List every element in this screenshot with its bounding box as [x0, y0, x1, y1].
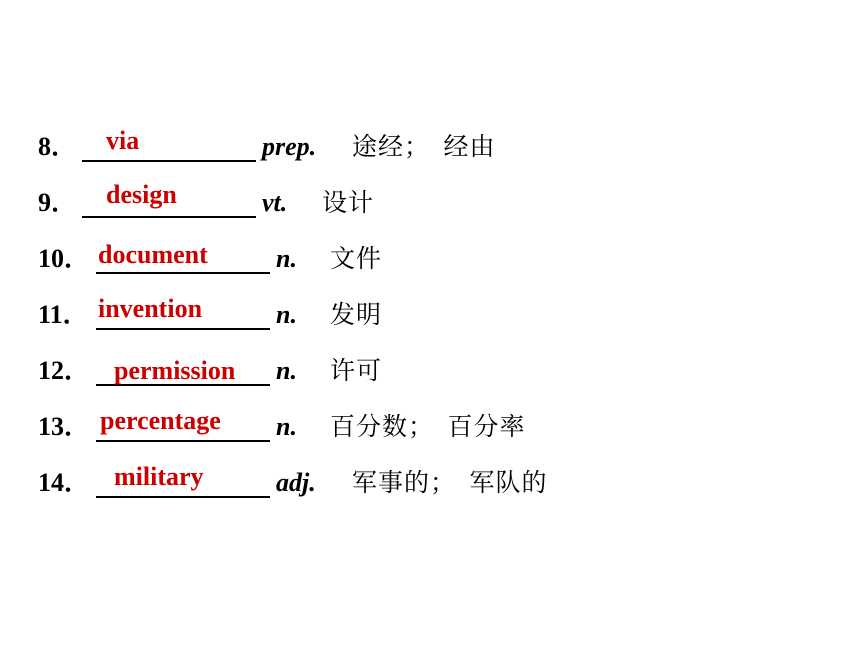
answer-text: military — [114, 462, 204, 491]
answer-text: percentage — [100, 406, 221, 435]
chinese-meaning: 途经； 经由 — [352, 132, 496, 161]
part-of-speech: n. — [276, 300, 297, 329]
answer-blank — [96, 496, 270, 498]
item-number: 11． — [38, 300, 89, 329]
answer-blank — [96, 272, 270, 274]
chinese-meaning: 许可 — [330, 356, 383, 385]
item-number: 8． — [38, 132, 78, 161]
chinese-meaning: 百分数； 百分率 — [330, 412, 526, 441]
part-of-speech: n. — [276, 244, 297, 273]
item-number: 10． — [38, 244, 91, 273]
item-number: 9． — [38, 188, 78, 217]
answer-text: via — [106, 126, 140, 155]
chinese-meaning: 文件 — [330, 244, 383, 273]
answer-text: permission — [114, 356, 236, 385]
part-of-speech: n. — [276, 356, 297, 385]
answer-blank — [96, 440, 270, 442]
list-item — [0, 406, 860, 454]
part-of-speech: prep. — [262, 132, 317, 161]
part-of-speech: vt. — [262, 188, 288, 217]
part-of-speech: adj. — [276, 468, 316, 497]
list-item — [0, 126, 860, 174]
list-item — [0, 294, 860, 342]
chinese-meaning: 军事的； 军队的 — [352, 468, 548, 497]
chinese-meaning: 发明 — [330, 300, 383, 329]
item-number: 14． — [38, 468, 91, 497]
answer-text: invention — [98, 294, 203, 323]
chinese-meaning: 设计 — [322, 188, 375, 217]
list-item — [0, 462, 860, 510]
item-number: 12． — [38, 356, 91, 385]
answer-blank — [82, 160, 256, 162]
answer-blank — [82, 216, 256, 218]
part-of-speech: n. — [276, 412, 297, 441]
list-item — [0, 180, 860, 230]
list-item — [0, 358, 860, 398]
list-item — [0, 240, 860, 286]
answer-text: document — [98, 240, 208, 269]
item-number: 13． — [38, 412, 91, 441]
answer-blank — [96, 328, 270, 330]
answer-text: design — [106, 180, 177, 209]
